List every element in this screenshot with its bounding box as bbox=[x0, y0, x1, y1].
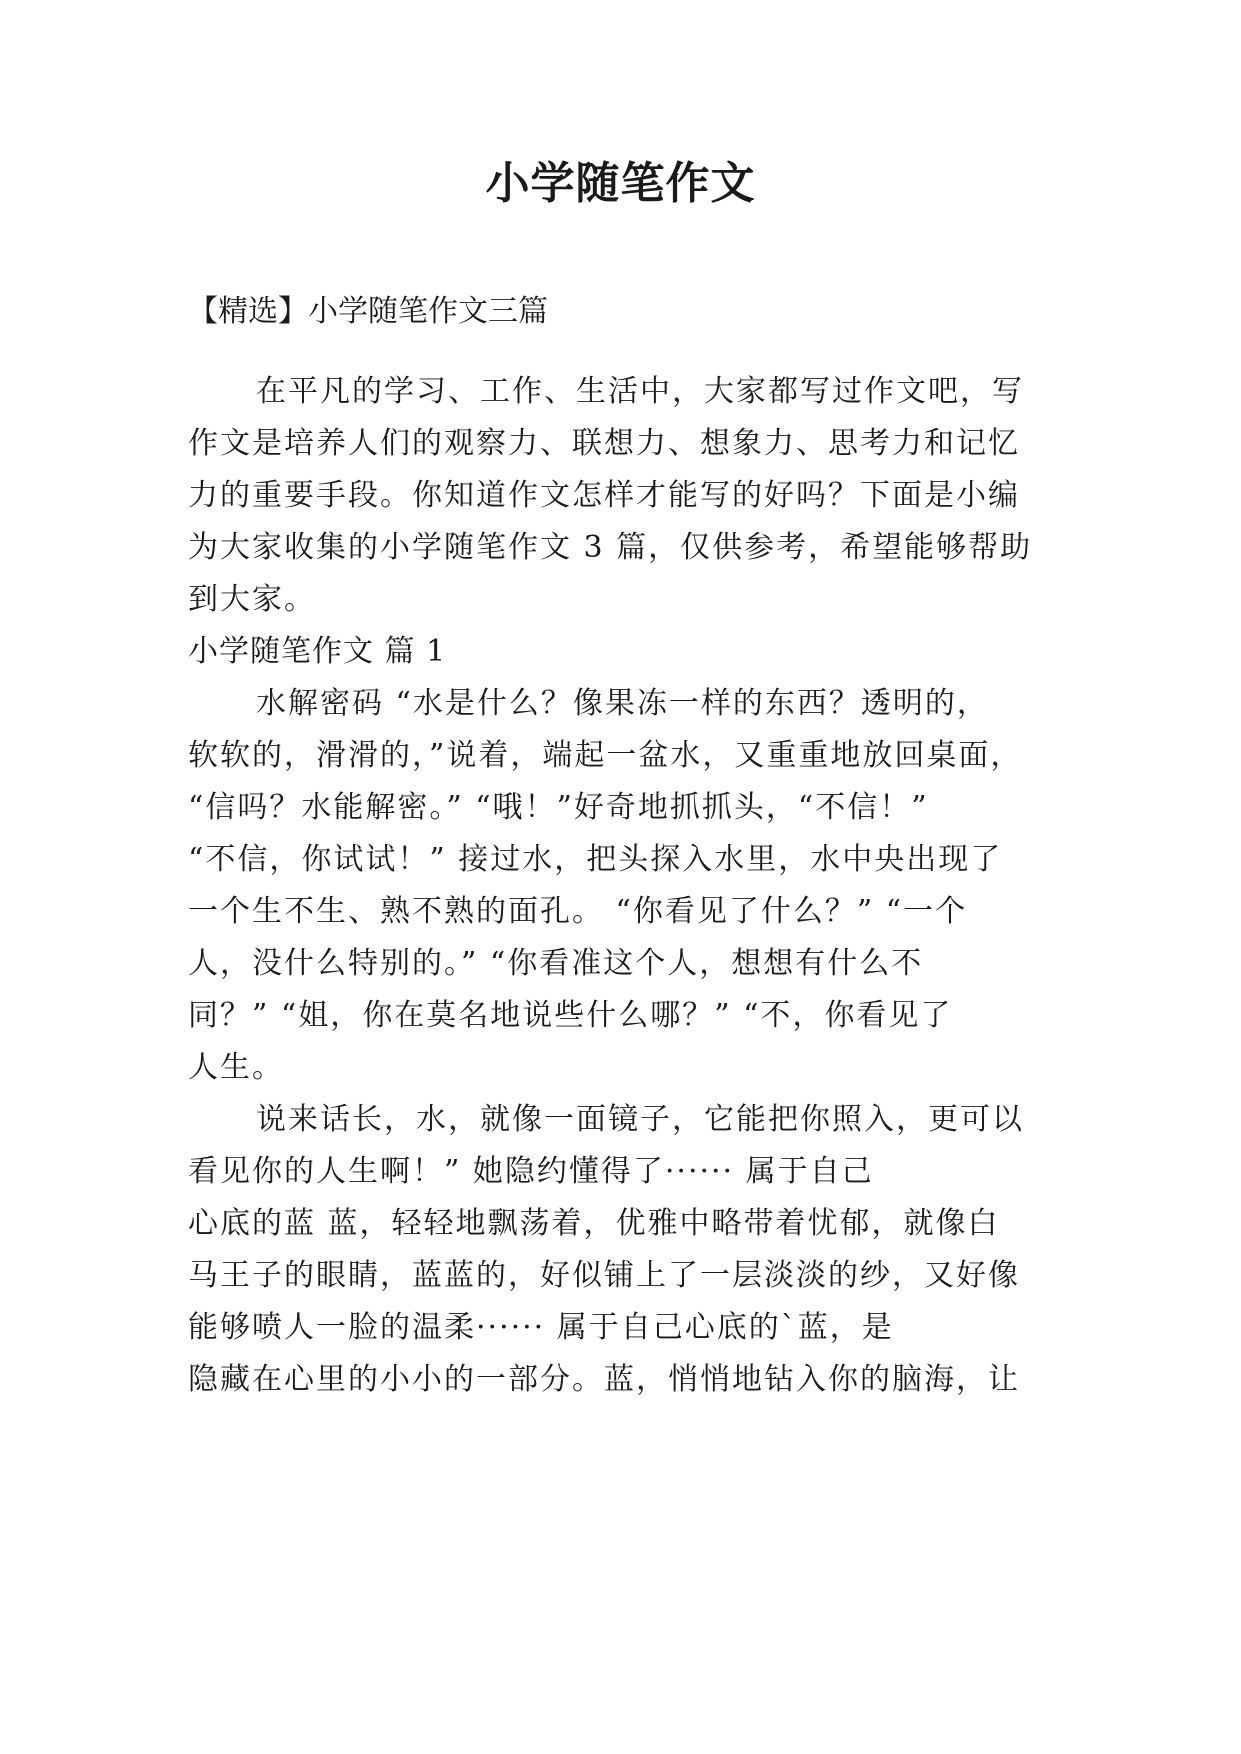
paragraph-line: 心底的蓝 蓝，轻轻地飘荡着，优雅中略带着忧郁，就像白 bbox=[188, 1206, 1000, 1241]
paragraph-line: 一个生不生、熟不熟的面孔。 “你看见了什么？” “一个 bbox=[188, 894, 968, 929]
paragraph-line: “信吗？水能解密。” “哦！”好奇地抓抓头，“不信！” bbox=[188, 790, 929, 825]
paragraph-line: “不信，你试试！” 接过水，把头探入水里，水中央出现了 bbox=[188, 842, 1003, 877]
page-title: 小学随笔作文 bbox=[485, 158, 756, 209]
paragraph-line: 软软的，滑滑的，”说着，端起一盆水，又重重地放回桌面， bbox=[188, 738, 1023, 773]
subtitle: 【精选】小学随笔作文三篇 bbox=[188, 294, 548, 329]
paragraph-line: 隐藏在心里的小小的一部分。蓝，悄悄地钻入你的脑海，让 bbox=[188, 1362, 1020, 1397]
paragraph-line: 为大家收集的小学随笔作文 3 篇，仅供参考，希望能够帮助 bbox=[188, 530, 1033, 565]
paragraph-line: 人生。 bbox=[188, 1050, 284, 1085]
paragraph-line: 水解密码 “水是什么？像果冻一样的东西？透明的， bbox=[256, 686, 989, 721]
paragraph-line: 在平凡的学习、工作、生活中，大家都写过作文吧，写 bbox=[256, 374, 1024, 409]
paragraph-line: 到大家。 bbox=[188, 582, 316, 617]
paragraph-line: 同？” “姐，你在莫名地说些什么哪？” “不，你看见了 bbox=[188, 998, 953, 1033]
paragraph-line: 人，没什么特别的。” “你看准这个人，想想有什么不 bbox=[188, 946, 924, 981]
paragraph-line: 作文是培养人们的观察力、联想力、想象力、思考力和记忆 bbox=[188, 426, 1020, 461]
paragraph-line: 力的重要手段。你知道作文怎样才能写的好吗？下面是小编 bbox=[188, 478, 1020, 513]
section-heading: 小学随笔作文 篇 1 bbox=[188, 634, 447, 669]
paragraph-line: 看见你的人生啊！” 她隐约懂得了······ 属于自己 bbox=[188, 1154, 874, 1189]
paragraph-line: 说来话长，水，就像一面镜子，它能把你照入，更可以 bbox=[256, 1102, 1024, 1137]
paragraph-line: 马王子的眼睛，蓝蓝的，好似铺上了一层淡淡的纱，又好像 bbox=[188, 1258, 1020, 1293]
paragraph-line: 能够喷人一脸的温柔······ 属于自己心底的`蓝，是 bbox=[188, 1310, 894, 1345]
